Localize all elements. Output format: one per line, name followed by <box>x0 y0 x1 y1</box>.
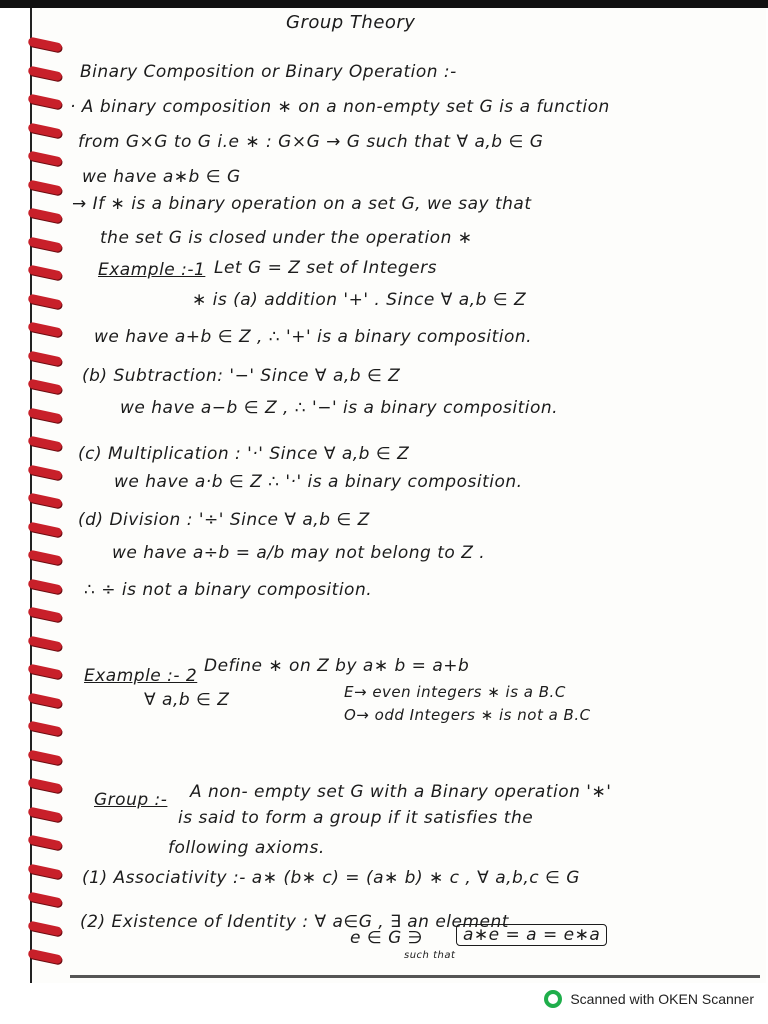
such-that-note: such that <box>404 950 456 961</box>
text-line: (d) Division : '÷' Since ∀ a,b ∈ Z <box>78 510 370 530</box>
text-line: → If ∗ is a binary operation on a set G, we say that <box>72 194 532 214</box>
axiom-identity: (2) Existence of Identity : ∀ a∈G , ∃ an element <box>80 912 509 932</box>
text-line: we have a−b ∈ Z , ∴ '−' is a binary composition. <box>120 398 559 418</box>
text-line: · A binary composition ∗ on a non-empty set G is a function <box>70 97 610 117</box>
text-line: (c) Multiplication : '·' Since ∀ a,b ∈ Z <box>78 444 410 464</box>
text-line: following axioms. <box>168 838 325 858</box>
group-label: Group :- <box>94 790 168 810</box>
text-line: we have a∗b ∈ G <box>82 167 241 187</box>
text-line: from G×G to G i.e ∗ : G×G → G such that ∀ a,b ∈ G <box>78 132 544 152</box>
text-line: is said to form a group if it satisfies the <box>178 808 534 828</box>
example-1-label: Example :-1 <box>98 260 206 280</box>
text-line: Let G = Z set of Integers <box>214 258 437 278</box>
text-line: (b) Subtraction: '−' Since ∀ a,b ∈ Z <box>82 366 401 386</box>
identity-formula-box: a∗e = a = e∗a <box>456 924 607 946</box>
text-line: O→ odd Integers ∗ is not a B.C <box>344 706 591 724</box>
axiom-associativity: (1) Associativity :- a∗ (b∗ c) = (a∗ b) ∗ c , ∀ a,b,c ∈ G <box>82 868 580 888</box>
page-title: Group Theory <box>286 12 416 33</box>
text-line: ∴ ÷ is not a binary composition. <box>84 580 373 600</box>
text-line: we have a·b ∈ Z ∴ '·' is a binary composition. <box>114 472 523 492</box>
scanner-watermark <box>544 990 754 1008</box>
oken-logo-icon <box>544 990 562 1008</box>
text-line: we have a÷b = a/b may not belong to Z . <box>112 543 486 563</box>
notebook-page <box>30 8 766 983</box>
heading-binary-composition: Binary Composition or Binary Operation :- <box>80 62 457 82</box>
page-bottom-edge <box>70 975 760 978</box>
text-line: the set G is closed under the operation ∗ <box>100 228 473 248</box>
text-line: we have a+b ∈ Z , ∴ '+' is a binary composition. <box>94 327 533 347</box>
watermark-text: Scanned with OKEN Scanner <box>570 991 754 1007</box>
text-line: ∗ is (a) addition '+' . Since ∀ a,b ∈ Z <box>192 290 527 310</box>
text-line: e ∈ G ∋ <box>350 928 423 948</box>
text-line: E→ even integers ∗ is a B.C <box>344 683 566 701</box>
text-line: Define ∗ on Z by a∗ b = a+b <box>204 656 470 676</box>
text-line: ∀ a,b ∈ Z <box>144 690 230 710</box>
scan-top-edge <box>0 0 768 8</box>
example-2-label: Example :- 2 <box>84 666 198 686</box>
text-line: A non- empty set G with a Binary operation '∗' <box>190 782 612 802</box>
